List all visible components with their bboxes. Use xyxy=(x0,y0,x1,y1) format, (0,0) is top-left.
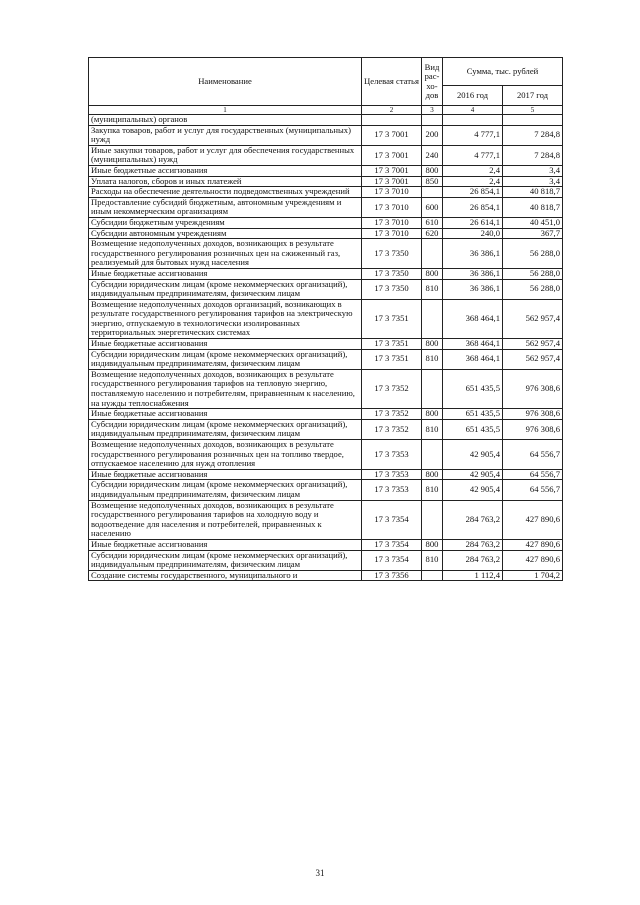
row-code-cell: 17 3 7351 xyxy=(362,299,422,338)
table-row xyxy=(89,409,563,420)
row-expense-type-cell: 800 xyxy=(422,409,443,420)
row-code-cell: 17 3 7352 xyxy=(362,369,422,408)
row-amount-2016-cell: 368 464,1 xyxy=(443,299,503,338)
table-row xyxy=(89,176,563,187)
document-page xyxy=(88,57,562,581)
table-row xyxy=(89,369,563,408)
row-name-cell: Создание системы государственного, муниципального и xyxy=(89,570,362,581)
table-row xyxy=(89,440,563,470)
row-expense-type-cell: 800 xyxy=(422,268,443,279)
row-amount-2016-cell: 2,4 xyxy=(443,165,503,176)
row-name-cell: Иные бюджетные ассигнования xyxy=(89,539,362,550)
header-index-1: 1 xyxy=(89,106,362,115)
table-row xyxy=(89,349,563,369)
row-name-cell: Субсидии юридическим лицам (кроме некоммерческих организаций), индивидуальным предпринимателям, физическим лицам xyxy=(89,480,362,500)
row-amount-2016-cell: 284 763,2 xyxy=(443,550,503,570)
row-amount-2017-cell: 427 890,6 xyxy=(503,550,563,570)
header-index-2: 2 xyxy=(362,106,422,115)
row-code-cell: 17 3 7354 xyxy=(362,550,422,570)
row-code-cell: 17 3 7010 xyxy=(362,217,422,228)
header-vid-line-1: Вид xyxy=(424,61,440,72)
header-name: Наименование xyxy=(89,58,362,106)
table-row xyxy=(89,115,563,126)
row-amount-2017-cell: 64 556,7 xyxy=(503,469,563,480)
row-code-cell: 17 3 7353 xyxy=(362,469,422,480)
row-amount-2016-cell: 36 386,1 xyxy=(443,279,503,299)
header-code: Целевая статья xyxy=(362,58,422,106)
row-code-cell: 17 3 7351 xyxy=(362,349,422,369)
row-code-cell: 17 3 7001 xyxy=(362,145,422,165)
row-amount-2017-cell: 427 890,6 xyxy=(503,500,563,539)
row-expense-type-cell: 600 xyxy=(422,197,443,217)
row-expense-type-cell xyxy=(422,440,443,470)
table-row xyxy=(89,500,563,539)
row-code-cell: 17 3 7353 xyxy=(362,480,422,500)
table-row xyxy=(89,145,563,165)
row-code-cell: 17 3 7352 xyxy=(362,419,422,439)
row-expense-type-cell xyxy=(422,369,443,408)
row-expense-type-cell: 810 xyxy=(422,480,443,500)
row-amount-2017-cell: 562 957,4 xyxy=(503,349,563,369)
row-expense-type-cell xyxy=(422,570,443,581)
row-expense-type-cell: 200 xyxy=(422,125,443,145)
row-amount-2016-cell: 651 435,5 xyxy=(443,419,503,439)
row-code-cell: 17 3 7351 xyxy=(362,339,422,350)
row-amount-2016-cell: 26 854,1 xyxy=(443,197,503,217)
row-code-cell: 17 3 7350 xyxy=(362,239,422,269)
table-row xyxy=(89,187,563,198)
row-expense-type-cell: 810 xyxy=(422,550,443,570)
row-expense-type-cell: 810 xyxy=(422,419,443,439)
row-expense-type-cell: 800 xyxy=(422,539,443,550)
header-vid-line-4: дов xyxy=(425,89,439,100)
row-amount-2017-cell: 40 451,0 xyxy=(503,217,563,228)
row-amount-2017-cell: 427 890,6 xyxy=(503,539,563,550)
row-amount-2017-cell: 562 957,4 xyxy=(503,339,563,350)
row-name-cell: Уплата налогов, сборов и иных платежей xyxy=(89,176,362,187)
row-code-cell: 17 3 7001 xyxy=(362,125,422,145)
row-name-cell: Субсидии юридическим лицам (кроме некоммерческих организаций), индивидуальным предпринимателям, физическим лицам xyxy=(89,349,362,369)
row-code-cell: 17 3 7010 xyxy=(362,228,422,239)
row-expense-type-cell xyxy=(422,299,443,338)
row-amount-2016-cell: 36 386,1 xyxy=(443,268,503,279)
row-amount-2017-cell: 7 284,8 xyxy=(503,145,563,165)
header-vid-line-2: рас- xyxy=(424,71,440,82)
row-amount-2017-cell: 7 284,8 xyxy=(503,125,563,145)
row-expense-type-cell: 800 xyxy=(422,165,443,176)
row-name-cell: Иные бюджетные ассигнования xyxy=(89,165,362,176)
row-name-cell: Возмещение недополученных доходов, возникающих в результате государственного регулирования розничных цен на сжиженный газ, реализуемый для бытовых нужд населения xyxy=(89,239,362,269)
row-amount-2016-cell: 368 464,1 xyxy=(443,339,503,350)
header-year-2017: 2017 год xyxy=(503,86,563,106)
row-name-cell: Возмещение недополученных доходов, возникающих в результате государственного регулирования тарифов на тепловую энергию, поставляемую населению и потребителям, приравненным к населению, на нужды теплоснабжения xyxy=(89,369,362,408)
row-amount-2017-cell: 64 556,7 xyxy=(503,480,563,500)
table-row xyxy=(89,339,563,350)
row-amount-2016-cell: 4 777,1 xyxy=(443,125,503,145)
row-amount-2017-cell: 56 288,0 xyxy=(503,279,563,299)
row-code-cell: 17 3 7010 xyxy=(362,187,422,198)
table-row xyxy=(89,299,563,338)
row-amount-2016-cell: 2,4 xyxy=(443,176,503,187)
row-name-cell: Субсидии юридическим лицам (кроме некоммерческих организаций), индивидуальным предпринимателям, физическим лицам xyxy=(89,419,362,439)
header-year-2016: 2016 год xyxy=(443,86,503,106)
row-name-cell: Возмещение недополученных доходов, возникающих в результате государственного регулирования тарифов на холодную воду и водоотведение для населения и потребителей, приравненных к населению xyxy=(89,500,362,539)
row-name-cell: Расходы на обеспечение деятельности подведомственных учреждений xyxy=(89,187,362,198)
row-name-cell: Закупка товаров, работ и услуг для государственных (муниципальных) нужд xyxy=(89,125,362,145)
row-code-cell: 17 3 7354 xyxy=(362,539,422,550)
row-amount-2017-cell: 3,4 xyxy=(503,176,563,187)
row-amount-2017-cell: 1 704,2 xyxy=(503,570,563,581)
header-index-5: 5 xyxy=(503,106,563,115)
row-amount-2017-cell: 562 957,4 xyxy=(503,299,563,338)
row-name-cell: Предоставление субсидий бюджетным, автономным учреждениям и иным некоммерческим организациям xyxy=(89,197,362,217)
row-amount-2016-cell: 42 905,4 xyxy=(443,440,503,470)
row-expense-type-cell xyxy=(422,187,443,198)
row-name-cell: Иные бюджетные ассигнования xyxy=(89,339,362,350)
row-amount-2016-cell: 368 464,1 xyxy=(443,349,503,369)
row-amount-2016-cell: 26 854,1 xyxy=(443,187,503,198)
row-name-cell: Иные закупки товаров, работ и услуг для обеспечения государственных (муниципальных) нужд xyxy=(89,145,362,165)
row-amount-2017-cell: 64 556,7 xyxy=(503,440,563,470)
row-name-cell: (муниципальных) органов xyxy=(89,115,362,126)
row-amount-2016-cell: 651 435,5 xyxy=(443,369,503,408)
row-amount-2017-cell: 976 308,6 xyxy=(503,369,563,408)
row-amount-2016-cell: 36 386,1 xyxy=(443,239,503,269)
row-amount-2017-cell xyxy=(503,115,563,126)
row-expense-type-cell: 240 xyxy=(422,145,443,165)
header-vid-line-3: хо- xyxy=(426,80,438,91)
row-amount-2017-cell: 3,4 xyxy=(503,165,563,176)
header-index-4: 4 xyxy=(443,106,503,115)
row-amount-2016-cell: 4 777,1 xyxy=(443,145,503,165)
row-code-cell: 17 3 7352 xyxy=(362,409,422,420)
row-expense-type-cell: 810 xyxy=(422,279,443,299)
row-name-cell: Иные бюджетные ассигнования xyxy=(89,469,362,480)
row-amount-2017-cell: 976 308,6 xyxy=(503,419,563,439)
row-amount-2016-cell: 651 435,5 xyxy=(443,409,503,420)
table-row xyxy=(89,279,563,299)
row-expense-type-cell xyxy=(422,115,443,126)
row-name-cell: Субсидии автономным учреждениям xyxy=(89,228,362,239)
row-name-cell: Субсидии бюджетным учреждениям xyxy=(89,217,362,228)
table-row xyxy=(89,570,563,581)
table-row xyxy=(89,480,563,500)
row-code-cell: 17 3 7350 xyxy=(362,279,422,299)
row-amount-2016-cell: 42 905,4 xyxy=(443,469,503,480)
table-row xyxy=(89,217,563,228)
row-amount-2017-cell: 56 288,0 xyxy=(503,239,563,269)
row-code-cell xyxy=(362,115,422,126)
table-row xyxy=(89,550,563,570)
row-name-cell: Субсидии юридическим лицам (кроме некоммерческих организаций), индивидуальным предпринимателям, физическим лицам xyxy=(89,550,362,570)
row-amount-2017-cell: 976 308,6 xyxy=(503,409,563,420)
table-row xyxy=(89,239,563,269)
row-amount-2016-cell: 42 905,4 xyxy=(443,480,503,500)
row-code-cell: 17 3 7353 xyxy=(362,440,422,470)
row-name-cell: Иные бюджетные ассигнования xyxy=(89,268,362,279)
row-code-cell: 17 3 7001 xyxy=(362,176,422,187)
table-body xyxy=(89,115,563,581)
row-expense-type-cell xyxy=(422,239,443,269)
row-code-cell: 17 3 7350 xyxy=(362,268,422,279)
row-code-cell: 17 3 7354 xyxy=(362,500,422,539)
table-row xyxy=(89,469,563,480)
header-sum: Сумма, тыс. рублей xyxy=(443,58,563,86)
row-expense-type-cell: 620 xyxy=(422,228,443,239)
row-amount-2016-cell: 284 763,2 xyxy=(443,539,503,550)
row-amount-2016-cell: 26 614,1 xyxy=(443,217,503,228)
table-row xyxy=(89,197,563,217)
row-code-cell: 17 3 7356 xyxy=(362,570,422,581)
header-index-3: 3 xyxy=(422,106,443,115)
row-amount-2016-cell: 284 763,2 xyxy=(443,500,503,539)
table-row xyxy=(89,228,563,239)
row-amount-2016-cell xyxy=(443,115,503,126)
row-expense-type-cell: 850 xyxy=(422,176,443,187)
row-amount-2017-cell: 367,7 xyxy=(503,228,563,239)
table-row xyxy=(89,419,563,439)
table-row xyxy=(89,268,563,279)
header-vid xyxy=(422,58,443,106)
budget-table xyxy=(88,57,563,581)
page-number: 31 xyxy=(315,868,325,878)
row-expense-type-cell: 800 xyxy=(422,469,443,480)
row-expense-type-cell: 800 xyxy=(422,339,443,350)
row-amount-2016-cell: 240,0 xyxy=(443,228,503,239)
row-name-cell: Возмещение недополученных доходов, возникающих в результате государственного регулирования розничных цен на топливо твердое, отпускаемое населению для нужд отопления xyxy=(89,440,362,470)
row-name-cell: Иные бюджетные ассигнования xyxy=(89,409,362,420)
row-code-cell: 17 3 7001 xyxy=(362,165,422,176)
table-header xyxy=(89,58,563,115)
row-expense-type-cell: 610 xyxy=(422,217,443,228)
row-expense-type-cell: 810 xyxy=(422,349,443,369)
row-name-cell: Возмещение недополученных доходов организаций, возникающих в результате государственного регулирования тарифов на электрическую энергию, отпускаемую в технологически изолированных территориальных энергетических системах xyxy=(89,299,362,338)
table-row xyxy=(89,539,563,550)
row-expense-type-cell xyxy=(422,500,443,539)
row-name-cell: Субсидии юридическим лицам (кроме некоммерческих организаций), индивидуальным предпринимателям, физическим лицам xyxy=(89,279,362,299)
table-row xyxy=(89,165,563,176)
row-amount-2016-cell: 1 112,4 xyxy=(443,570,503,581)
row-amount-2017-cell: 56 288,0 xyxy=(503,268,563,279)
row-amount-2017-cell: 40 818,7 xyxy=(503,187,563,198)
row-amount-2017-cell: 40 818,7 xyxy=(503,197,563,217)
table-row xyxy=(89,125,563,145)
row-code-cell: 17 3 7010 xyxy=(362,197,422,217)
